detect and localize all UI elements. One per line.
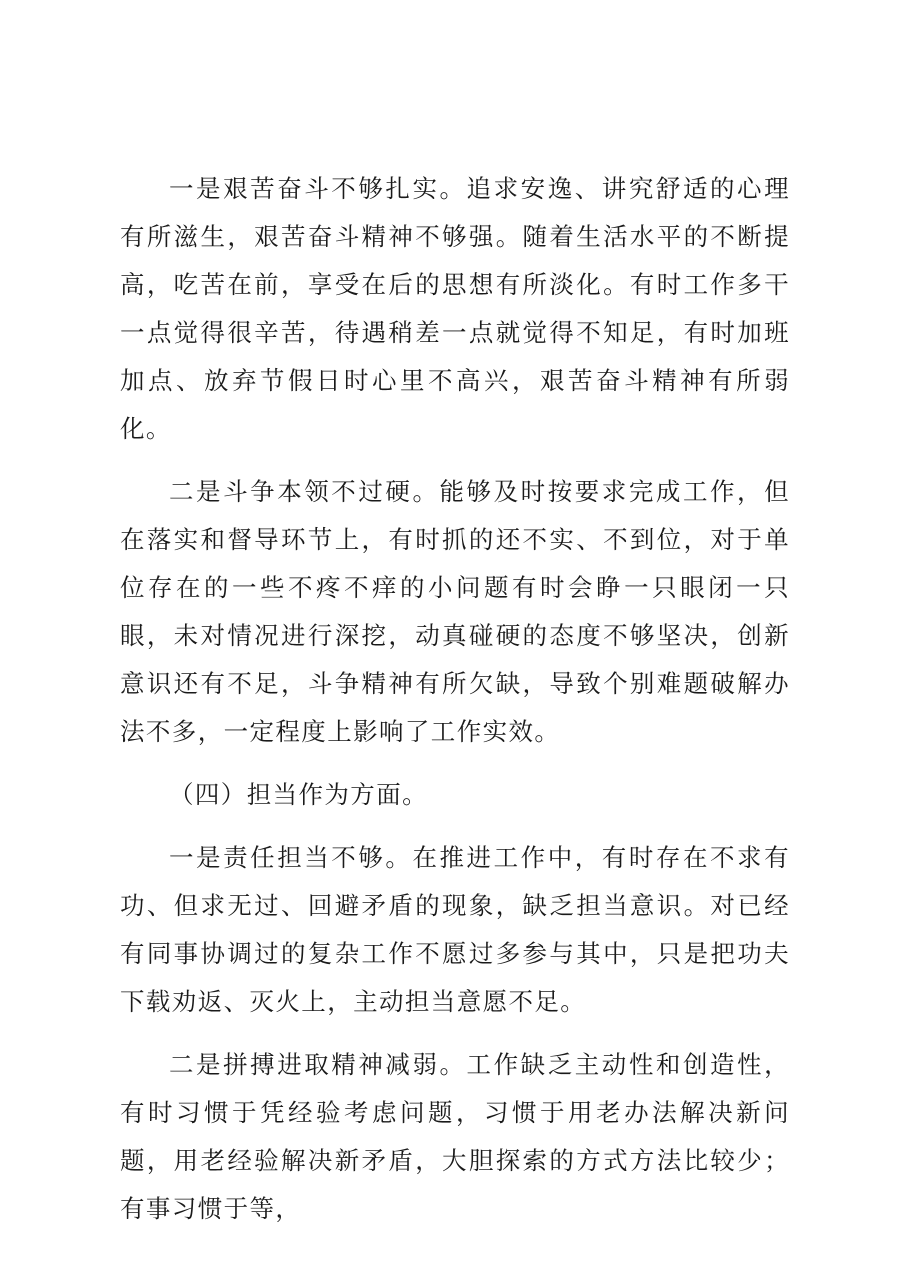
document-body	[120, 165, 790, 1248]
paragraph-responsibility: 一是责任担当不够。在推进工作中，有时存在不求有功、但求无过、回避矛盾的现象，缺乏担当意识。对已经有同事协调过的复杂工作不愿过多参与其中，只是把功夫下载劝返、灭火上，主动担当意愿不足。	[120, 843, 790, 1016]
paragraph-enterprising-spirit: 二是拼搏进取精神减弱。工作缺乏主动性和创造性，有时习惯于凭经验考虑问题，习惯于用老办法解决新问题，用老经验解决新矛盾，大胆探索的方式方法比较少；有事习惯于等，	[120, 1050, 790, 1223]
section-heading-responsibility: （四）担当作为方面。	[169, 780, 428, 809]
paragraph-struggle-skills: 二是斗争本领不过硬。能够及时按要求完成工作，但在落实和督导环节上，有时抓的还不实、不到位，对于单位存在的一些不疼不痒的小问题有时会睁一只眼闭一只眼，未对情况进行深挖，动真碰硬的态度不够坚决，创新意识还有不足，斗争精神有所欠缺，导致个别难题破解办法不多，一定程度上影响了工作实效。	[120, 477, 790, 746]
paragraph-hardship: 一是艰苦奋斗不够扎实。追求安逸、讲究舒适的心理有所滋生，艰苦奋斗精神不够强。随着生活水平的不断提高，吃苦在前，享受在后的思想有所淡化。有时工作多干一点觉得很辛苦，待遇稍差一点就觉得不知足，有时加班加点、放弃节假日时心里不高兴，艰苦奋斗精神有所弱化。	[120, 174, 790, 443]
